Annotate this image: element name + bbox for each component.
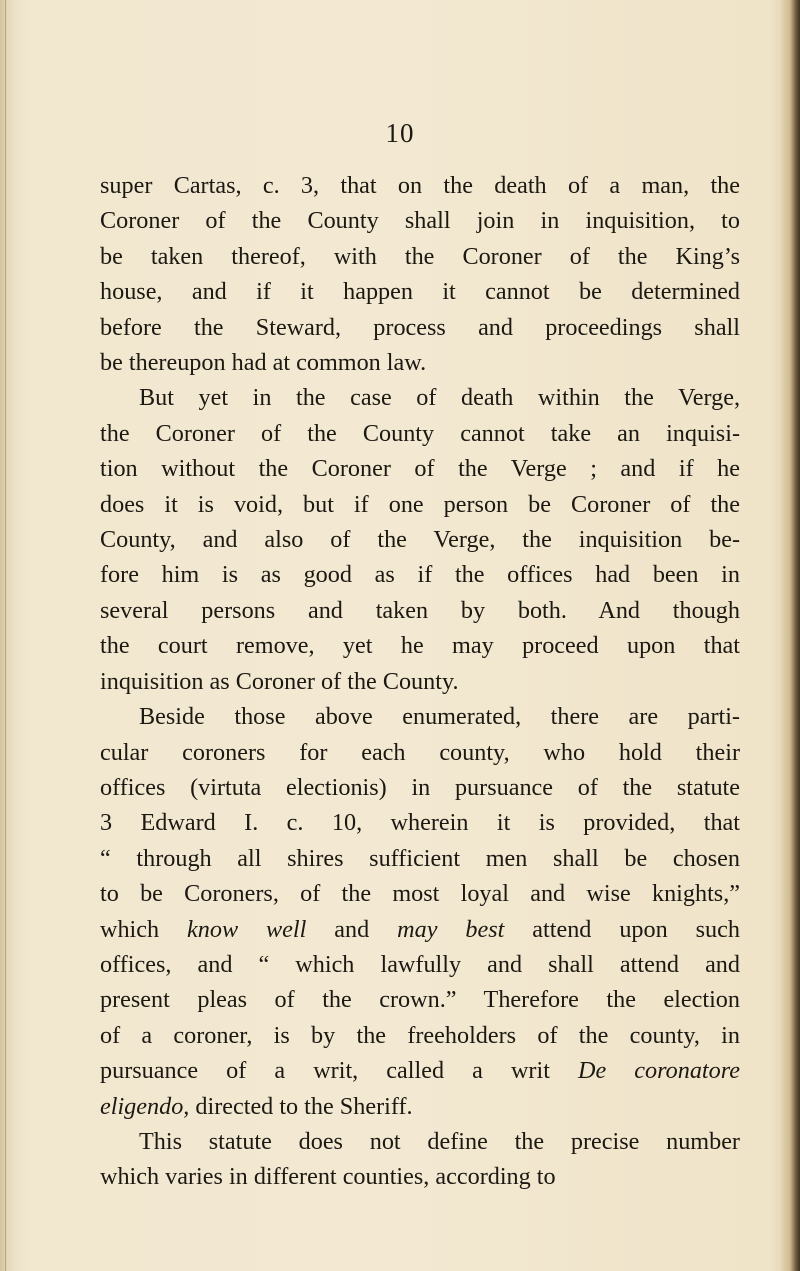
text-line [100,664,740,699]
text-run: be taken thereof, with the Coroner of the King’s [100,242,740,270]
text-line [100,912,740,947]
text-line [100,310,740,345]
text-line [100,1053,740,1088]
text-run: to be Coroners, of the most loyal and wise knights,” [100,880,740,908]
text-run: pursuance of a writ, called a writ [100,1057,578,1085]
italic-text-run: De coronatore [578,1057,740,1085]
text-line [100,628,740,663]
text-run: cular coroners for each county, who hold their [100,738,740,766]
text-line [100,1124,740,1159]
text-line [100,1018,740,1053]
paragraph [100,699,740,1124]
text-line [100,805,740,840]
text-run: But yet in the case of death within the Verge, [139,384,740,412]
text-run: inquisition as Coroner of the County. [100,667,459,695]
text-line [100,876,740,911]
text-line [100,735,740,770]
text-line [100,203,740,238]
paragraph [100,1124,740,1195]
text-line [100,770,740,805]
text-line [100,522,740,557]
text-run: the court remove, yet he may proceed upon that [100,632,740,660]
text-line [100,982,740,1017]
text-line [100,947,740,982]
text-line [100,380,740,415]
text-line [100,593,740,628]
text-run: Coroner of the County shall join in inquisition, to [100,207,740,235]
text-run: directed to the Sheriff. [189,1092,413,1120]
paragraph [100,168,740,380]
text-run: of a coroner, is by the freeholders of the county, in [100,1021,740,1049]
text-run: house, and if it happen it cannot be determined [100,278,740,306]
right-page-edge [780,0,800,1271]
body-text [100,168,740,1195]
paragraph [100,380,740,699]
text-line [100,416,740,451]
text-line [100,487,740,522]
text-line [100,557,740,592]
text-line [100,239,740,274]
italic-text-run: may best [397,915,505,943]
text-run: the Coroner of the County cannot take an inquisi- [100,419,740,447]
text-run: be thereupon had at common law. [100,349,427,377]
text-run: This statute does not define the precise number [139,1127,740,1155]
text-run: fore him is as good as if the offices had been in [100,561,740,589]
text-run: attend upon such [504,915,740,943]
text-run: Beside those above enumerated, there are parti- [139,703,740,731]
page-number: 10 [385,118,415,148]
text-run: County, and also of the Verge, the inquisition be- [100,526,740,554]
text-run: present pleas of the crown.” Therefore the election [100,986,740,1014]
text-run: and [306,915,398,943]
text-run: several persons and taken by both. And though [100,596,740,624]
left-page-edge [0,0,14,1271]
text-run: super Cartas, c. 3, that on the death of a man, the [100,172,740,199]
text-run: offices (virtuta electionis) in pursuance of the statute [100,773,740,801]
text-run: which [100,915,188,943]
italic-text-run: know well [187,915,307,943]
text-line [100,345,740,380]
text-run: which varies in different counties, according to [100,1163,556,1191]
text-line [100,841,740,876]
text-line [100,699,740,734]
text-line [100,1089,740,1124]
italic-text-run: eligendo, [100,1092,190,1120]
text-line [100,274,740,309]
text-run: 3 Edward I. c. 10, wherein it is provided, that [100,809,740,837]
text-run: before the Steward, process and proceedings shall [100,313,740,341]
text-run: “ through all shires sufficient men shall be chosen [100,844,740,872]
text-run: tion without the Coroner of the Verge ; and if he [100,455,740,483]
text-run: offices, and “ which lawfully and shall attend and [100,950,740,978]
text-line [100,1159,740,1194]
text-line [100,451,740,486]
text-line [100,168,740,203]
text-run: does it is void, but if one person be Coroner of the [100,490,740,518]
